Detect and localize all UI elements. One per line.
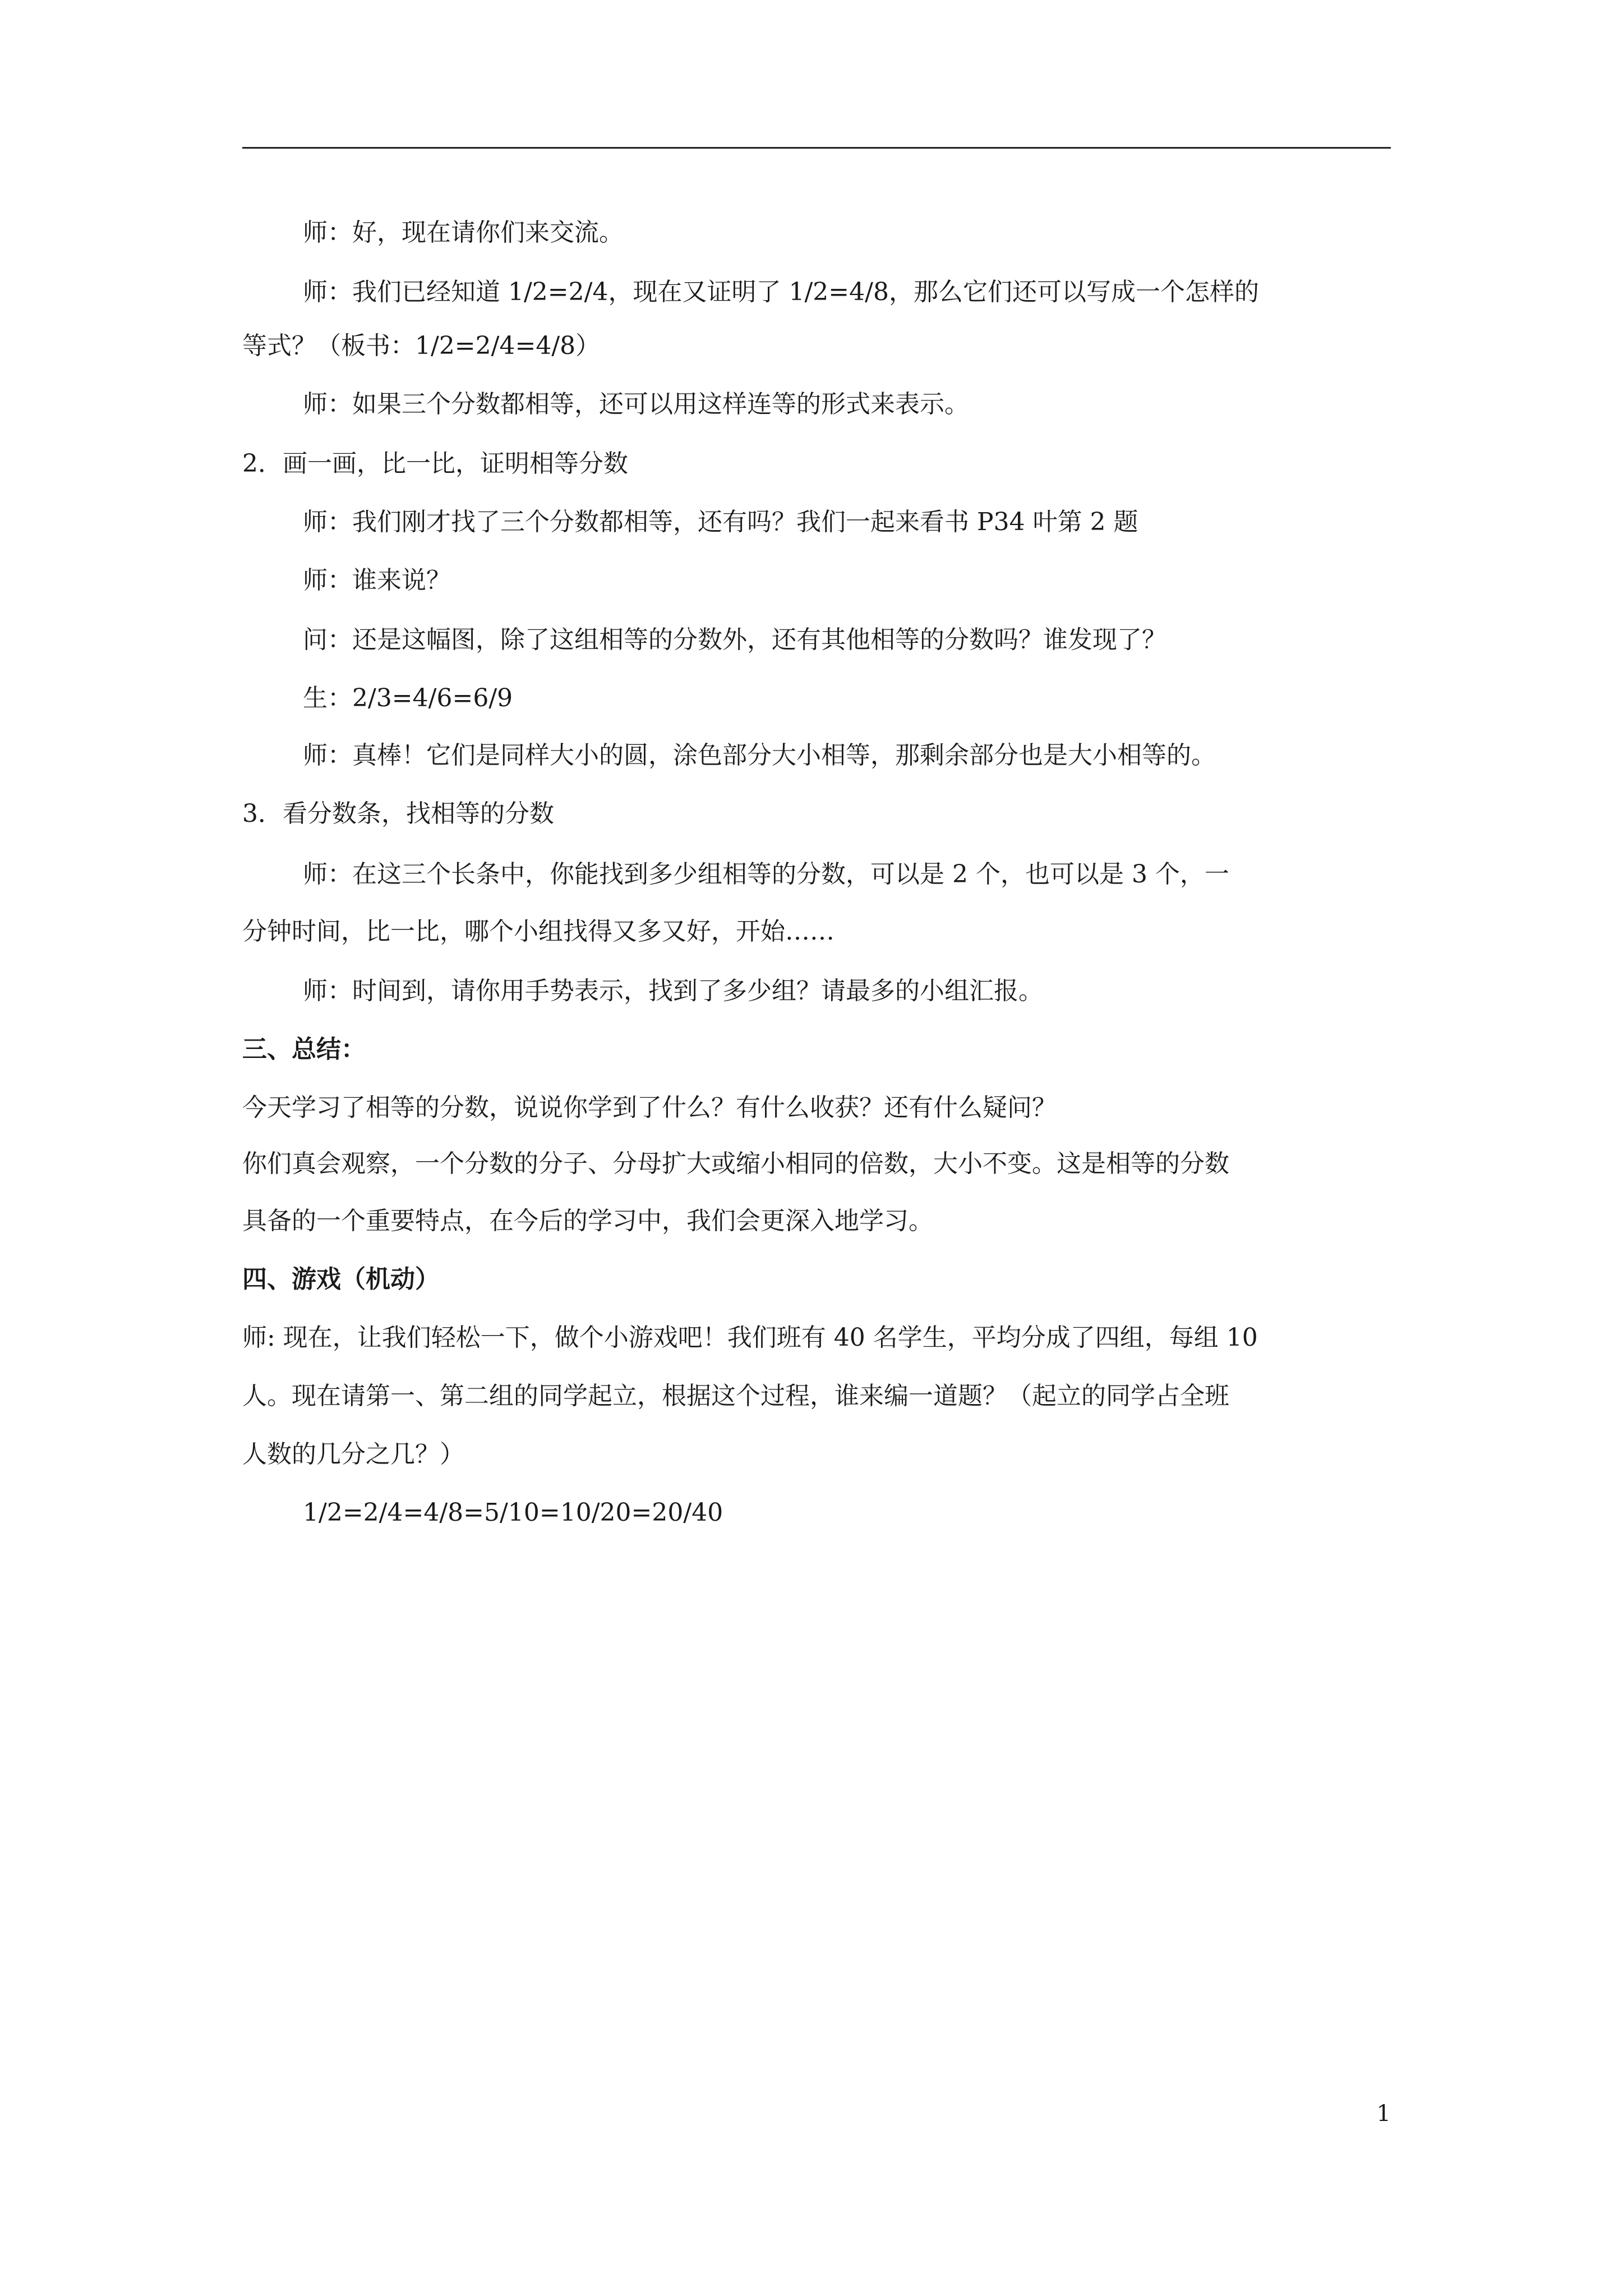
game-heading: 四、游戏（机动）	[242, 1265, 440, 1294]
teacher-line-praise: 师：真棒！它们是同样大小的圆，涂色部分大小相等，那剩余部分也是大小相等的。	[303, 741, 1216, 770]
summary-line-3: 具备的一个重要特点，在今后的学习中，我们会更深入地学习。	[242, 1207, 933, 1235]
summary-line-2: 你们真会观察，一个分数的分子、分母扩大或缩小相同的倍数，大小不变。这是相等的分数	[242, 1149, 1229, 1178]
summary-heading: 三、总结：	[242, 1035, 366, 1064]
section-heading-3: 3．看分数条，找相等的分数	[242, 799, 554, 828]
teacher-line-who: 师：谁来说？	[303, 566, 451, 595]
teacher-line-proof-cont: 等式？（板书：1/2=2/4=4/8）	[242, 332, 601, 360]
header-rule	[242, 147, 1391, 149]
game-line-3: 人数的几分之几？）	[242, 1440, 464, 1469]
teacher-line-strips-cont: 分钟时间，比一比，哪个小组找得又多又好，开始……	[242, 917, 834, 946]
game-line-1: 师: 现在，让我们轻松一下，做个小游戏吧！我们班有 40 名学生，平均分成了四组，每组 10	[242, 1323, 1258, 1352]
teacher-line-proof: 师：我们已经知道 1/2=2/4，现在又证明了 1/2=4/8，那么它们还可以写成一个怎样的	[303, 278, 1259, 306]
teacher-line-chain: 师：如果三个分数都相等，还可以用这样连等的形式来表示。	[303, 390, 969, 418]
teacher-line-time: 师：时间到，请你用手势表示，找到了多少组？请最多的小组汇报。	[303, 977, 1043, 1005]
question-line: 问：还是这幅图，除了这组相等的分数外，还有其他相等的分数吗？谁发现了？	[303, 625, 1166, 654]
teacher-line-book: 师：我们刚才找了三个分数都相等，还有吗？我们一起来看书 P34 叶第 2 题	[303, 508, 1138, 536]
student-line: 生：2/3=4/6=6/9	[303, 684, 513, 712]
section-heading-2: 2．画一画，比一比，证明相等分数	[242, 449, 628, 478]
game-line-2: 人。现在请第一、第二组的同学起立，根据这个过程，谁来编一道题？（起立的同学占全班	[242, 1382, 1229, 1410]
summary-line-1: 今天学习了相等的分数，说说你学到了什么？有什么收获？还有什么疑问？	[242, 1093, 1057, 1122]
page-number: 1	[1376, 2101, 1391, 2127]
fraction-chain: 1/2=2/4=4/8=5/10=10/20=20/40	[303, 1498, 723, 1527]
teacher-line-exchange: 师：好，现在请你们来交流。	[303, 218, 624, 247]
teacher-line-strips: 师：在这三个长条中，你能找到多少组相等的分数，可以是 2 个，也可以是 3 个，一	[303, 860, 1229, 889]
